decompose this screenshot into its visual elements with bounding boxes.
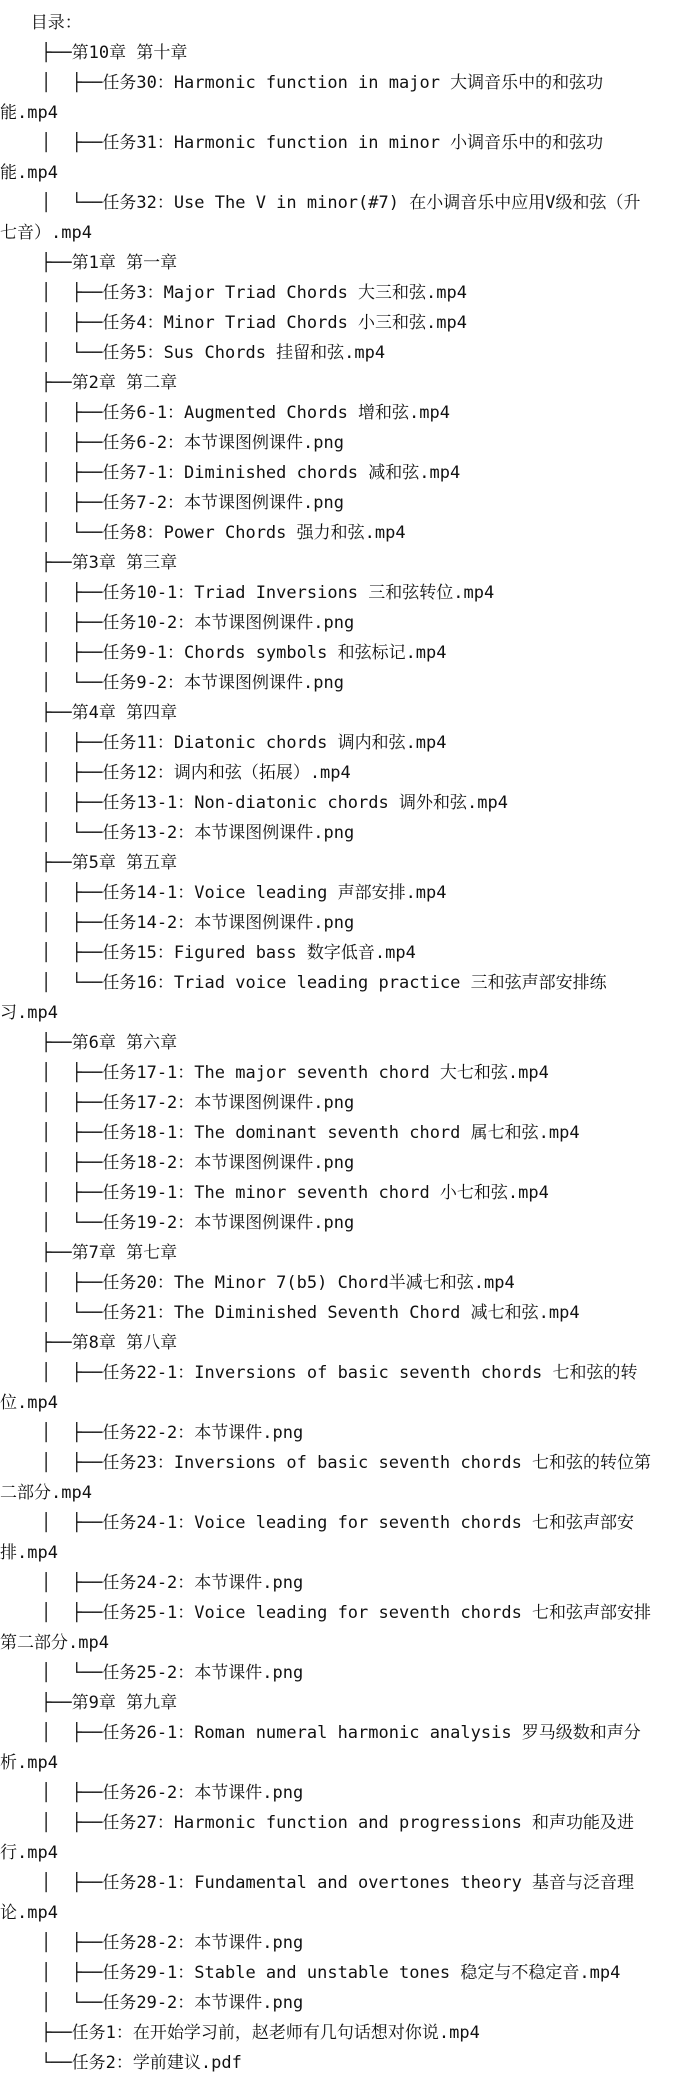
tree-line: │ ├──任务26-1：Roman numeral harmonic analysis 罗马级数和声分 xyxy=(0,1723,641,1743)
tree-line: 习.mp4 xyxy=(0,1003,58,1023)
tree-line: │ ├──任务26-2：本节课件.png xyxy=(0,1783,304,1803)
tree-line: │ ├──任务10-1：Triad Inversions 三和弦转位.mp4 xyxy=(0,583,495,603)
tree-line: ├──第9章 第九章 xyxy=(0,1693,178,1713)
tree-line: │ └──任务21：The Diminished Seventh Chord 减七和弦.mp4 xyxy=(0,1303,580,1323)
tree-line: │ ├──任务28-1：Fundamental and overtones theory 基音与泛音理 xyxy=(0,1873,635,1893)
tree-line: 论.mp4 xyxy=(0,1903,58,1923)
tree-line: │ ├──任务9-1：Chords symbols 和弦标记.mp4 xyxy=(0,643,447,663)
tree-line: │ ├──任务24-2：本节课件.png xyxy=(0,1573,304,1593)
tree-line: 析.mp4 xyxy=(0,1753,58,1773)
tree-line: ├──第2章 第二章 xyxy=(0,373,178,393)
tree-line: │ └──任务5：Sus Chords 挂留和弦.mp4 xyxy=(0,343,386,363)
tree-line: │ ├──任务29-1：Stable and unstable tones 稳定与不稳定音.mp4 xyxy=(0,1963,621,1983)
tree-line: │ ├──任务30：Harmonic function in major 大调音乐中的和弦功 xyxy=(0,73,604,93)
tree-line: │ ├──任务18-1：The dominant seventh chord 属七和弦.mp4 xyxy=(0,1123,580,1143)
tree-line: └──任务2：学前建议.pdf xyxy=(0,2053,242,2073)
tree-line: ├──任务1：在开始学习前，赵老师有几句话想对你说.mp4 xyxy=(0,2023,480,2043)
tree-line: │ ├──任务20：The Minor 7(b5) Chord半减七和弦.mp4 xyxy=(0,1273,515,1293)
tree-line: ├──第7章 第七章 xyxy=(0,1243,178,1263)
tree-line: │ ├──任务18-2：本节课图例课件.png xyxy=(0,1153,355,1173)
tree-line: │ ├──任务12：调内和弦（拓展）.mp4 xyxy=(0,763,351,783)
tree-line: │ ├──任务3：Major Triad Chords 大三和弦.mp4 xyxy=(0,283,467,303)
tree-line: │ ├──任务22-2：本节课件.png xyxy=(0,1423,304,1443)
tree-line: │ ├──任务14-1：Voice leading 声部安排.mp4 xyxy=(0,883,447,903)
tree-line: │ ├──任务4：Minor Triad Chords 小三和弦.mp4 xyxy=(0,313,467,333)
tree-line: │ ├──任务27：Harmonic function and progressions 和声功能及进 xyxy=(0,1813,635,1833)
tree-line: │ ├──任务13-1：Non-diatonic chords 调外和弦.mp4 xyxy=(0,793,508,813)
tree-line: 行.mp4 xyxy=(0,1843,58,1863)
tree-line: │ ├──任务23：Inversions of basic seventh chords 七和弦的转位第 xyxy=(0,1453,652,1473)
tree-line: ├──第3章 第三章 xyxy=(0,553,178,573)
tree-line: │ └──任务9-2：本节课图例课件.png xyxy=(0,673,344,693)
tree-line: ├──第5章 第五章 xyxy=(0,853,178,873)
tree-line: ├──第6章 第六章 xyxy=(0,1033,178,1053)
tree-line: │ └──任务25-2：本节课件.png xyxy=(0,1663,304,1683)
tree-line: │ └──任务8：Power Chords 强力和弦.mp4 xyxy=(0,523,406,543)
tree-line: 第二部分.mp4 xyxy=(0,1633,109,1653)
tree-line: 二部分.mp4 xyxy=(0,1483,92,1503)
tree-line: │ ├──任务11：Diatonic chords 调内和弦.mp4 xyxy=(0,733,447,753)
tree-line: │ └──任务16：Triad voice leading practice 三和弦声部安排练 xyxy=(0,973,607,993)
tree-line: │ ├──任务15：Figured bass 数字低音.mp4 xyxy=(0,943,416,963)
tree-line: ├──第4章 第四章 xyxy=(0,703,178,723)
tree-line: │ ├──任务24-1：Voice leading for seventh chords 七和弦声部安 xyxy=(0,1513,635,1533)
tree-line: │ ├──任务6-1：Augmented Chords 增和弦.mp4 xyxy=(0,403,450,423)
tree-line: │ ├──任务14-2：本节课图例课件.png xyxy=(0,913,355,933)
tree-line: │ ├──任务22-1：Inversions of basic seventh chords 七和弦的转 xyxy=(0,1363,638,1383)
tree-line: ├──第8章 第八章 xyxy=(0,1333,178,1353)
tree-line: │ └──任务13-2：本节课图例课件.png xyxy=(0,823,355,843)
tree-line: │ ├──任务7-2：本节课图例课件.png xyxy=(0,493,344,513)
tree-line: │ ├──任务6-2：本节课图例课件.png xyxy=(0,433,344,453)
tree-line: ├──第10章 第十章 xyxy=(0,43,188,63)
tree-line: │ ├──任务31：Harmonic function in minor 小调音乐中的和弦功 xyxy=(0,133,604,153)
tree-line: │ ├──任务17-1：The major seventh chord 大七和弦.mp4 xyxy=(0,1063,549,1083)
tree-line: │ ├──任务17-2：本节课图例课件.png xyxy=(0,1093,355,1113)
tree-line: │ ├──任务10-2：本节课图例课件.png xyxy=(0,613,355,633)
tree-line: 排.mp4 xyxy=(0,1543,58,1563)
tree-line: │ ├──任务28-2：本节课件.png xyxy=(0,1933,304,1953)
tree-line: │ ├──任务7-1：Diminished chords 减和弦.mp4 xyxy=(0,463,461,483)
tree-line: │ └──任务29-2：本节课件.png xyxy=(0,1993,304,2013)
tree-line: 七音）.mp4 xyxy=(0,223,92,243)
tree-line: │ └──任务19-2：本节课图例课件.png xyxy=(0,1213,355,1233)
tree-line: │ └──任务32：Use The V in minor(#7) 在小调音乐中应用V级和弦（升 xyxy=(0,193,641,213)
tree-line: │ ├──任务25-1：Voice leading for seventh chords 七和弦声部安排 xyxy=(0,1603,652,1623)
tree-line: 能.mp4 xyxy=(0,103,58,123)
tree-line: │ ├──任务19-1：The minor seventh chord 小七和弦.mp4 xyxy=(0,1183,549,1203)
tree-line: ├──第1章 第一章 xyxy=(0,253,178,273)
tree-line: 能.mp4 xyxy=(0,163,58,183)
tree-line: 目录： xyxy=(0,13,82,33)
tree-line: 位.mp4 xyxy=(0,1393,58,1413)
